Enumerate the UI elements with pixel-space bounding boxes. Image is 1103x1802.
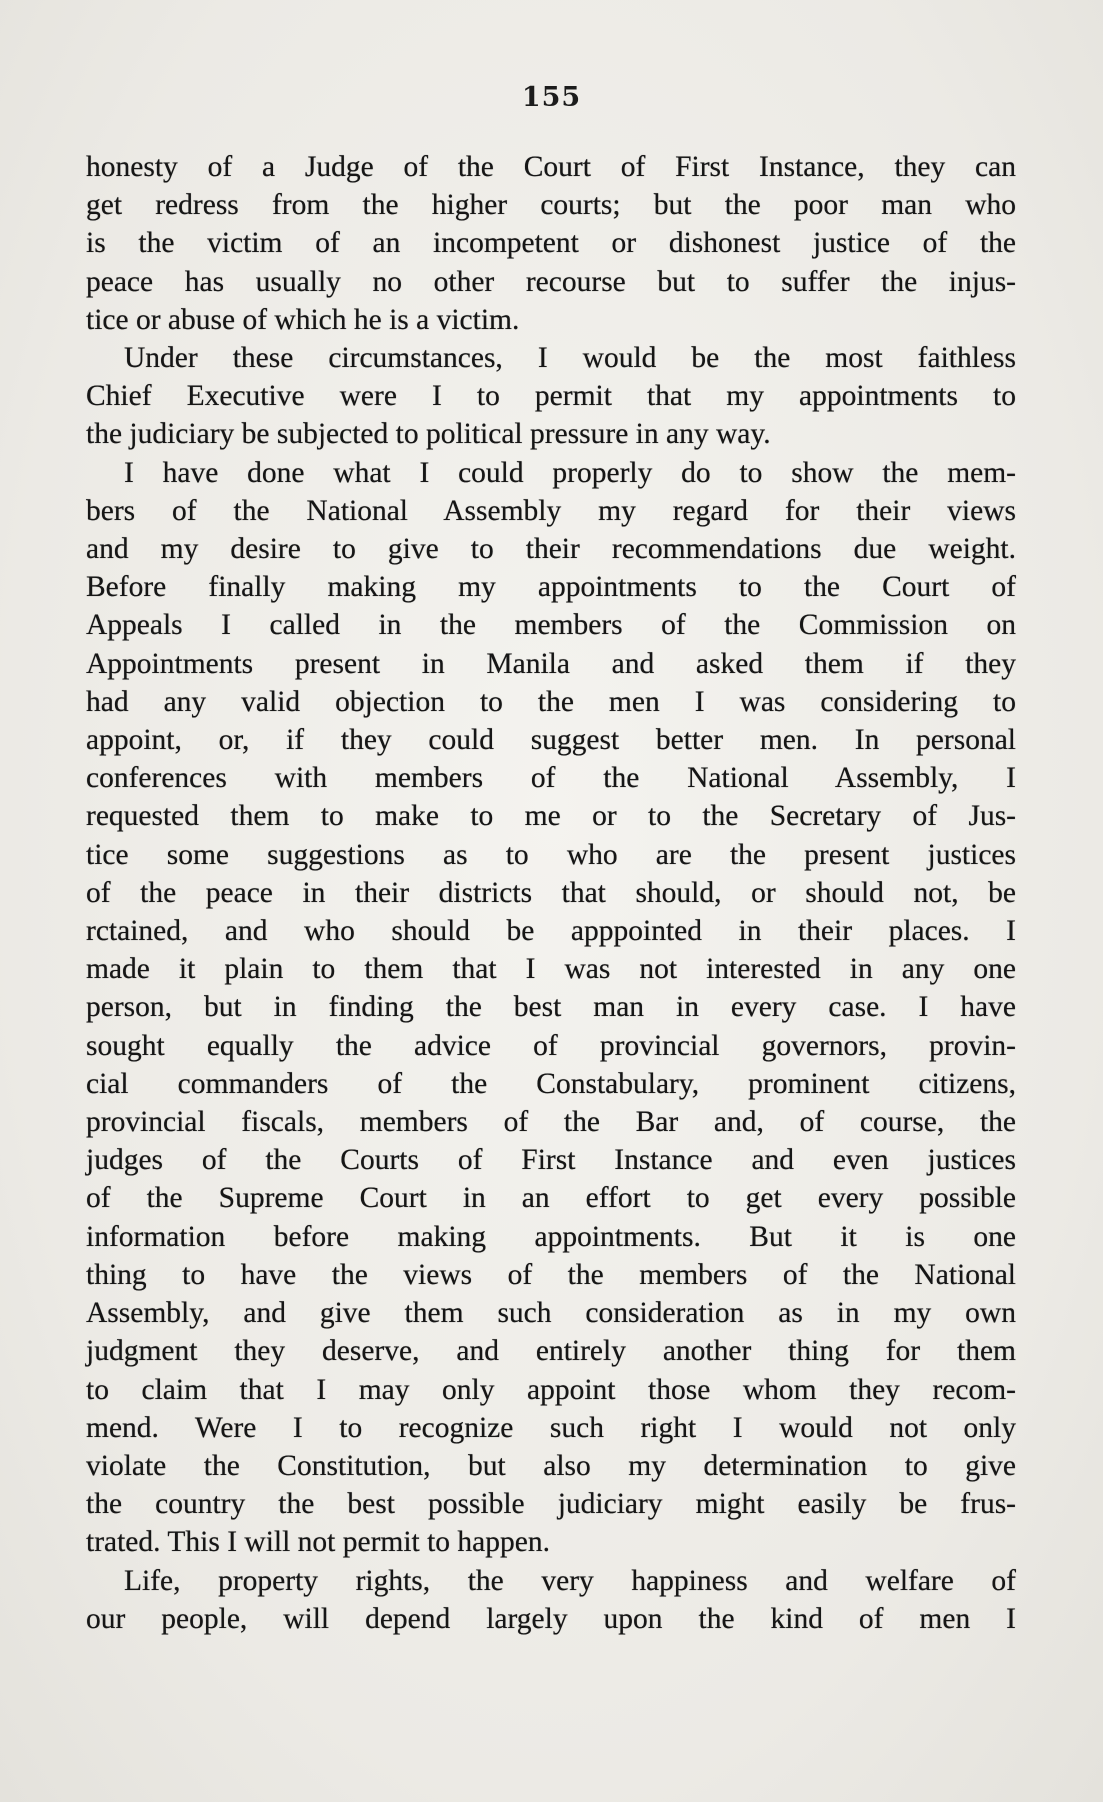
text-line: Under these circumstances, I would be the most faithless: [124, 342, 1016, 375]
text-line: made it plain to them that I was not interested in any one: [86, 953, 1016, 986]
text-line: mend. Were I to recognize such right I would not only: [86, 1411, 1016, 1444]
text-line: the judiciary be subjected to political pressure in any way.: [86, 418, 771, 451]
text-line: judges of the Courts of First Instance and even justices: [86, 1144, 1016, 1177]
text-line: I have done what I could properly do to show the mem-: [124, 456, 1016, 489]
body-text: [86, 148, 1016, 1638]
text-line: Appeals I called in the members of the Commission on: [86, 609, 1016, 642]
text-line: appoint, or, if they could suggest better men. In personal: [86, 724, 1016, 757]
text-line: Assembly, and give them such consideration as in my own: [86, 1297, 1016, 1330]
text-line: provincial fiscals, members of the Bar and, of course, the: [86, 1106, 1016, 1139]
text-line: had any valid objection to the men I was considering to: [86, 685, 1016, 718]
text-line: Chief Executive were I to permit that my appointments to: [86, 380, 1016, 413]
text-line: and my desire to give to their recommendations due weight.: [86, 533, 1016, 566]
text-line: conferences with members of the National Assembly, I: [86, 762, 1016, 795]
text-line: violate the Constitution, but also my determination to give: [86, 1449, 1016, 1482]
text-line: bers of the National Assembly my regard for their views: [86, 494, 1016, 527]
paragraph: [86, 454, 1016, 1562]
text-line: person, but in finding the best man in every case. I have: [86, 991, 1016, 1024]
paragraph: [86, 1562, 1016, 1638]
text-line: requested them to make to me or to the Secretary of Jus-: [86, 800, 1016, 833]
page-number: 155: [521, 82, 582, 113]
text-line: Appointments present in Manila and asked them if they: [86, 647, 1016, 680]
text-line: tice some suggestions as to who are the present justices: [86, 838, 1016, 871]
text-line: information before making appointments. But it is one: [86, 1220, 1016, 1253]
text-line: Life, property rights, the very happiness and welfare of: [124, 1564, 1016, 1597]
paragraph: [86, 148, 1016, 339]
text-line: Before finally making my appointments to the Court of: [86, 571, 1016, 604]
text-line: sought equally the advice of provincial governors, provin-: [86, 1029, 1016, 1062]
text-line: judgment they deserve, and entirely another thing for them: [86, 1335, 1016, 1368]
text-line: peace has usually no other recourse but to suffer the injus-: [86, 265, 1016, 298]
text-line: get redress from the higher courts; but the poor man who: [86, 189, 1016, 222]
text-line: trated. This I will not permit to happen.: [86, 1526, 550, 1559]
paragraph: [86, 339, 1016, 454]
text-line: honesty of a Judge of the Court of First Instance, they can: [86, 151, 1016, 183]
text-line: cial commanders of the Constabulary, prominent citizens,: [86, 1067, 1016, 1100]
text-line: the country the best possible judiciary might easily be frus-: [86, 1488, 1016, 1521]
text-line: to claim that I may only appoint those whom they recom-: [86, 1373, 1016, 1406]
text-line: our people, will depend largely upon the kind of men I: [86, 1602, 1016, 1635]
text-line: rctained, and who should be apppointed in their places. I: [86, 915, 1016, 948]
text-line: tice or abuse of which he is a victim.: [86, 303, 520, 336]
text-line: of the peace in their districts that should, or should not, be: [86, 876, 1016, 909]
text-line: is the victim of an incompetent or dishonest justice of the: [86, 227, 1016, 260]
text-line: thing to have the views of the members of the National: [86, 1258, 1016, 1291]
text-line: of the Supreme Court in an effort to get every possible: [86, 1182, 1016, 1215]
